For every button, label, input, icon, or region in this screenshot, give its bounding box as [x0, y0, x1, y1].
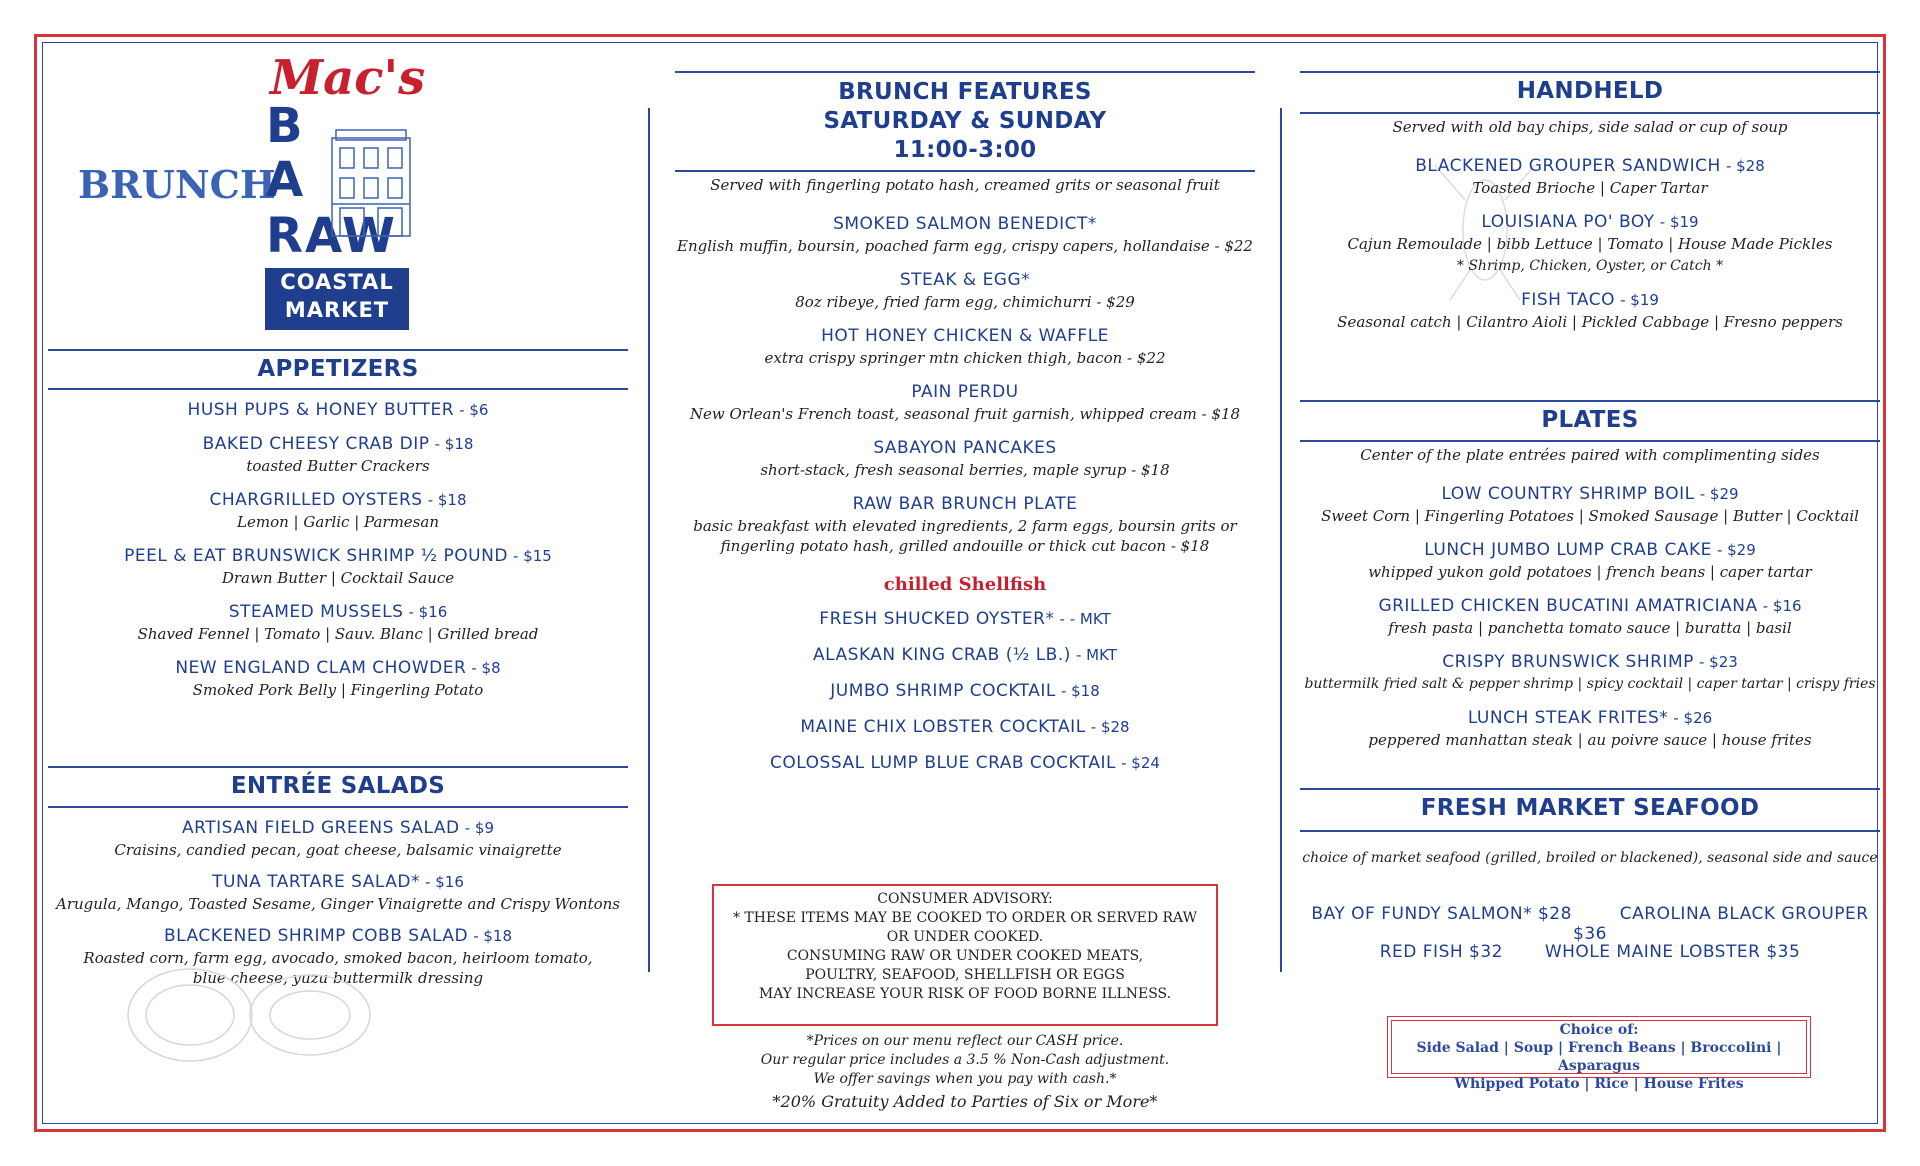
list-item [1300, 708, 1880, 750]
item-name: LUNCH JUMBO LUMP CRAB CAKE [1424, 540, 1712, 560]
item-desc: English muffin, boursin, poached farm egg, crispy capers, hollandaise - $22 [677, 237, 1253, 255]
item-price: - $18 [434, 435, 474, 453]
list-item [48, 818, 628, 860]
item-name: FRESH SHUCKED OYSTER* [819, 609, 1055, 629]
handheld-subtitle: Served with old bay chips, side salad or cup of soup [1392, 118, 1788, 136]
item-desc: 8oz ribeye, fried farm egg, chimichurri - $29 [795, 293, 1135, 311]
item-desc: Arugula, Mango, Toasted Sesame, Ginger Vinaigrette and Crispy Wontons [56, 895, 620, 913]
list-item [48, 400, 628, 420]
list-item [1300, 596, 1880, 638]
oyster-icon [120, 960, 380, 1070]
item-name: STEAMED MUSSELS [228, 602, 404, 622]
item-desc: peppered manhattan steak | au poivre sauce | house frites [1368, 731, 1812, 749]
appetizers-rule-top [48, 349, 628, 351]
item-desc: Cajun Remoulade | bibb Lettuce | Tomato | House Made Pickles [1347, 235, 1833, 253]
cash-note-line: *Prices on our menu reflect our CASH price. [806, 1033, 1124, 1049]
list-item [675, 681, 1255, 701]
item-name: TUNA TARTARE SALAD* [212, 872, 420, 892]
advisory-line: CONSUMING RAW OR UNDER COOKED MEATS, [786, 948, 1144, 964]
list-item [1300, 652, 1880, 694]
item-price: - $29 [1716, 541, 1756, 559]
list-item [675, 326, 1255, 368]
item-price: - $19 [1620, 291, 1659, 309]
handheld-title: HANDHELD [1516, 78, 1664, 104]
item-name: HOT HONEY CHICKEN & WAFFLE [821, 326, 1109, 346]
advisory-line: * THESE ITEMS MAY BE COOKED TO ORDER OR SERVED RAW [732, 910, 1197, 926]
item-name: JUMBO SHRIMP COCKTAIL [830, 681, 1056, 701]
sides-choice-box [1387, 1016, 1811, 1092]
item-name: BLACKENED SHRIMP COBB SALAD [164, 926, 469, 946]
list-item [1300, 156, 1880, 198]
brunch-rule-bottom [675, 170, 1255, 172]
column-divider-left [648, 108, 650, 972]
item-price: - $15 [513, 547, 552, 565]
handheld-rule-bottom [1300, 112, 1880, 114]
brunch-title-line2: SATURDAY & SUNDAY [823, 108, 1107, 134]
list-item [675, 609, 1255, 629]
cash-price-note [675, 1032, 1255, 1089]
item-desc: Roasted corn, farm egg, avocado, smoked bacon, heirloom tomato, blue cheese, yuzu buttermilk dressing [83, 949, 593, 987]
item-price: - $19 [1659, 213, 1699, 231]
logo-coastal: COASTAL [280, 270, 394, 294]
item-price: - $28 [1725, 157, 1765, 175]
item-price: - $18 [1060, 682, 1100, 700]
cash-note-line: Our regular price includes a 3.5 % Non-Cash adjustment. [760, 1052, 1170, 1068]
choice-line: Side Salad | Soup | French Beans | Broccolini | Asparagus [1416, 1040, 1782, 1074]
choice-title: Choice of: [1559, 1022, 1639, 1038]
item-name: NEW ENGLAND CLAM CHOWDER [175, 658, 467, 678]
seafood-salmon: BAY OF FUNDY SALMON* $28 [1311, 904, 1572, 924]
advisory-line: POULTRY, SEAFOOD, SHELLFISH OR EGGS [805, 967, 1125, 983]
item-name: ARTISAN FIELD GREENS SALAD [181, 818, 460, 838]
gratuity-note: *20% Gratuity Added to Parties of Six or More* [772, 1092, 1158, 1111]
item-name: PAIN PERDU [911, 382, 1019, 402]
item-name: GRILLED CHICKEN BUCATINI AMATRICIANA [1378, 596, 1758, 616]
list-item [675, 214, 1255, 256]
plates-list [1300, 484, 1880, 750]
salads-title: ENTRÉE SALADS [230, 773, 446, 799]
list-item [48, 602, 628, 644]
brunch-title [675, 78, 1255, 165]
item-price: - $6 [459, 401, 489, 419]
item-name: LOW COUNTRY SHRIMP BOIL [1441, 484, 1695, 504]
brunch-list [675, 214, 1255, 773]
item-name: CRISPY BRUNSWICK SHRIMP [1442, 652, 1694, 672]
list-item [48, 546, 628, 588]
logo-market: MARKET [284, 298, 390, 322]
appetizers-title: APPETIZERS [257, 356, 419, 382]
seafood-rule-top [1300, 788, 1880, 790]
chilled-shellfish-title: chilled Shellfish [883, 574, 1047, 595]
advisory-line: MAY INCREASE YOUR RISK OF FOOD BORNE ILLNESS. [758, 986, 1172, 1002]
list-item [48, 872, 628, 914]
seafood-row-2 [1300, 942, 1880, 962]
item-desc: buttermilk fried salt & pepper shrimp | spicy cocktail | caper tartar | crispy fries [1304, 676, 1876, 692]
item-price: - $26 [1673, 709, 1713, 727]
item-price: - $16 [1762, 597, 1802, 615]
item-name: SMOKED SALMON BENEDICT* [833, 214, 1097, 234]
handheld-rule-top [1300, 71, 1880, 73]
brunch-title-line1: BRUNCH FEATURES [838, 79, 1092, 105]
choice-line: Whipped Potato | Rice | House Frites [1454, 1076, 1744, 1092]
seafood-subtitle: choice of market seafood (grilled, broiled or blackened), seasonal side and sauce [1302, 850, 1878, 866]
item-desc: Craisins, candied pecan, goat cheese, balsamic vinaigrette [114, 841, 562, 859]
list-item [1300, 290, 1880, 332]
item-name: ALASKAN KING CRAB (½ LB.) [813, 645, 1071, 665]
advisory-line: CONSUMER ADVISORY: [877, 891, 1053, 907]
list-item [675, 645, 1255, 665]
item-name: MAINE CHIX LOBSTER COCKTAIL [800, 717, 1086, 737]
item-name: STEAK & EGG* [899, 270, 1031, 290]
cash-note-line: We offer savings when you pay with cash.* [813, 1071, 1117, 1087]
seafood-redfish: RED FISH $32 [1379, 942, 1503, 962]
item-desc: Shaved Fennel | Tomato | Sauv. Blanc | Grilled bread [137, 625, 539, 643]
seafood-title: FRESH MARKET SEAFOOD [1420, 795, 1760, 821]
logo-brunch: BRUNCH [78, 162, 276, 207]
item-price: - $18 [427, 491, 467, 509]
item-desc: fresh pasta | panchetta tomato sauce | buratta | basil [1388, 619, 1792, 637]
logo-raw: RAW [266, 208, 397, 264]
list-item [48, 490, 628, 532]
item-price: - $16 [408, 603, 448, 621]
item-name: LOUISIANA PO' BOY [1481, 212, 1655, 232]
item-name: BAKED CHEESY CRAB DIP [202, 434, 430, 454]
item-name: PEEL & EAT BRUNSWICK SHRIMP ½ POUND [124, 546, 508, 566]
seafood-grouper: CAROLINA BLACK GROUPER $36 [1573, 904, 1869, 944]
item-price: - MKT [1075, 646, 1117, 664]
seafood-lobster: WHOLE MAINE LOBSTER $35 [1544, 942, 1801, 962]
item-price: - $16 [425, 873, 464, 891]
advisory-line: OR UNDER COOKED. [886, 929, 1044, 945]
item-desc-2: * Shrimp, Chicken, Oyster, or Catch * [1456, 258, 1724, 274]
item-name: SABAYON PANCAKES [873, 438, 1057, 458]
list-item [1300, 212, 1880, 276]
list-item [48, 434, 628, 476]
logo-macs: Mac's [270, 50, 426, 106]
appetizers-rule-bottom [48, 388, 628, 390]
item-price: - - MKT [1059, 610, 1111, 628]
building-icon [330, 128, 412, 238]
item-price: - $18 [473, 927, 512, 945]
salads-rule-bottom [48, 806, 628, 808]
salads-rule-top [48, 766, 628, 768]
seafood-row-1 [1300, 904, 1880, 944]
item-desc: short-stack, fresh seasonal berries, maple syrup - $18 [760, 461, 1170, 479]
item-desc: Toasted Brioche | Caper Tartar [1472, 179, 1708, 197]
item-desc: Seasonal catch | Cilantro Aioli | Pickled Cabbage | Fresno peppers [1337, 313, 1843, 331]
item-desc: extra crispy springer mtn chicken thigh, bacon - $22 [764, 349, 1166, 367]
handheld-list [1300, 156, 1880, 332]
item-desc: Lemon | Garlic | Parmesan [237, 513, 439, 531]
consumer-advisory [712, 884, 1218, 1026]
item-desc: toasted Butter Crackers [246, 457, 430, 475]
list-item [1300, 540, 1880, 582]
list-item [48, 658, 628, 700]
list-item [675, 753, 1255, 773]
brunch-title-line3: 11:00-3:00 [893, 137, 1037, 163]
item-price: - $29 [1699, 485, 1739, 503]
logo [70, 50, 430, 325]
column-divider-right [1280, 108, 1282, 972]
logo-letter-a: A [266, 152, 306, 208]
list-item [675, 382, 1255, 424]
item-name: FISH TACO [1521, 290, 1615, 310]
item-desc: whipped yukon gold potatoes | french beans | caper tartar [1368, 563, 1812, 581]
list-item [675, 717, 1255, 737]
brunch-subtitle: Served with fingerling potato hash, creamed grits or seasonal fruit [710, 176, 1220, 194]
item-desc: Smoked Pork Belly | Fingerling Potato [192, 681, 484, 699]
appetizers-list [48, 400, 628, 700]
list-item [675, 494, 1255, 556]
item-desc: Drawn Butter | Cocktail Sauce [221, 569, 455, 587]
brunch-rule-top [675, 71, 1255, 73]
item-name: BLACKENED GROUPER SANDWICH [1415, 156, 1721, 176]
item-name: HUSH PUPS & HONEY BUTTER [187, 400, 455, 420]
item-name: LUNCH STEAK FRITES* [1467, 708, 1669, 728]
plates-rule-bottom [1300, 440, 1880, 442]
list-item [675, 270, 1255, 312]
item-name: RAW BAR BRUNCH PLATE [852, 494, 1078, 514]
item-desc: Sweet Corn | Fingerling Potatoes | Smoked Sausage | Butter | Cocktail [1321, 507, 1859, 525]
list-item [675, 438, 1255, 480]
item-price: - $9 [464, 819, 495, 837]
item-name: CHARGRILLED OYSTERS [209, 490, 423, 510]
list-item [1300, 484, 1880, 526]
plates-title: PLATES [1541, 407, 1639, 433]
item-name: COLOSSAL LUMP BLUE CRAB COCKTAIL [770, 753, 1117, 773]
logo-coastal-market [265, 268, 409, 330]
item-desc: New Orlean's French toast, seasonal fruit garnish, whipped cream - $18 [689, 405, 1241, 423]
item-price: - $24 [1121, 754, 1160, 772]
plates-rule-top [1300, 400, 1880, 402]
item-price: - $23 [1698, 653, 1738, 671]
plates-subtitle: Center of the plate entrées paired with complimenting sides [1360, 446, 1820, 464]
logo-letter-b: B [266, 98, 305, 154]
item-desc: basic breakfast with elevated ingredients, 2 farm eggs, boursin grits or fingerling potato hash, grilled andouille or thick cut bacon - $18 [693, 517, 1237, 555]
seafood-rule-bottom [1300, 830, 1880, 832]
item-price: - $8 [471, 659, 501, 677]
item-price: - $28 [1090, 718, 1130, 736]
